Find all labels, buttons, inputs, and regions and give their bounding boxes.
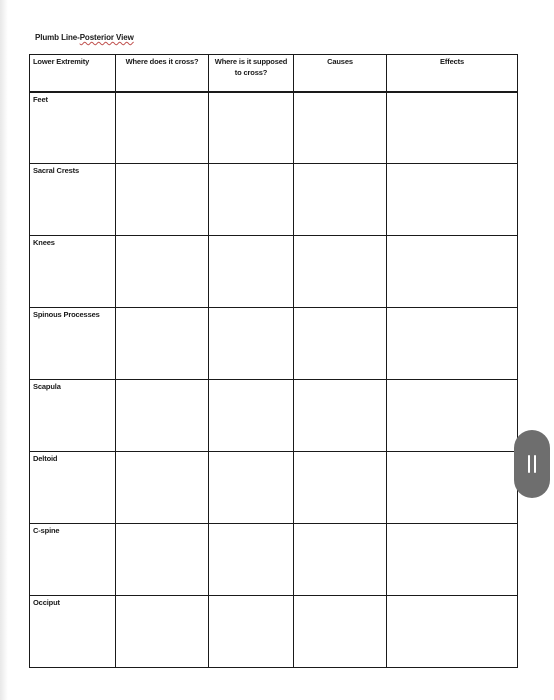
table-row bbox=[30, 164, 518, 236]
row-label-occiput: Occiput bbox=[30, 596, 116, 668]
cell-causes[interactable] bbox=[294, 596, 387, 668]
row-label-scapula: Scapula bbox=[30, 380, 116, 452]
row-label-knees: Knees bbox=[30, 236, 116, 308]
cell-where-cross[interactable] bbox=[116, 164, 209, 236]
document-title bbox=[35, 33, 134, 42]
table-row bbox=[30, 524, 518, 596]
cell-supposed-cross[interactable] bbox=[209, 236, 294, 308]
cell-supposed-cross[interactable] bbox=[209, 380, 294, 452]
table-row bbox=[30, 380, 518, 452]
row-label-feet: Feet bbox=[30, 92, 116, 164]
header-where-supposed-to-cross: Where is it supposed to cross? bbox=[209, 55, 294, 92]
cell-effects[interactable] bbox=[387, 596, 518, 668]
document-title-underlined: Posterior View bbox=[79, 33, 134, 42]
cell-where-cross[interactable] bbox=[116, 596, 209, 668]
cell-effects[interactable] bbox=[387, 308, 518, 380]
cell-causes[interactable] bbox=[294, 308, 387, 380]
cell-causes[interactable] bbox=[294, 452, 387, 524]
cell-causes[interactable] bbox=[294, 164, 387, 236]
cell-effects[interactable] bbox=[387, 92, 518, 164]
cell-supposed-cross[interactable] bbox=[209, 596, 294, 668]
cell-supposed-cross[interactable] bbox=[209, 452, 294, 524]
cell-effects[interactable] bbox=[387, 164, 518, 236]
cell-where-cross[interactable] bbox=[116, 380, 209, 452]
cell-where-cross[interactable] bbox=[116, 524, 209, 596]
cell-supposed-cross[interactable] bbox=[209, 164, 294, 236]
cell-where-cross[interactable] bbox=[116, 236, 209, 308]
cell-causes[interactable] bbox=[294, 92, 387, 164]
cell-supposed-cross[interactable] bbox=[209, 308, 294, 380]
table-row bbox=[30, 92, 518, 164]
table-row bbox=[30, 596, 518, 668]
drag-handle-icon bbox=[528, 455, 536, 473]
document-title-prefix: Plumb Line- bbox=[35, 33, 80, 42]
header-effects: Effects bbox=[387, 55, 518, 92]
cell-effects[interactable] bbox=[387, 236, 518, 308]
cell-where-cross[interactable] bbox=[116, 308, 209, 380]
cell-supposed-cross[interactable] bbox=[209, 524, 294, 596]
row-label-sacral-crests: Sacral Crests bbox=[30, 164, 116, 236]
cell-causes[interactable] bbox=[294, 524, 387, 596]
cell-effects[interactable] bbox=[387, 452, 518, 524]
scroll-handle-button[interactable] bbox=[514, 430, 550, 498]
cell-where-cross[interactable] bbox=[116, 452, 209, 524]
page-edge bbox=[0, 0, 8, 700]
cell-effects[interactable] bbox=[387, 380, 518, 452]
cell-effects[interactable] bbox=[387, 524, 518, 596]
worksheet-table bbox=[29, 54, 518, 668]
cell-causes[interactable] bbox=[294, 236, 387, 308]
cell-causes[interactable] bbox=[294, 380, 387, 452]
table-header-row bbox=[30, 55, 518, 92]
row-label-spinous-processes: Spinous Processes bbox=[30, 308, 116, 380]
cell-where-cross[interactable] bbox=[116, 92, 209, 164]
cell-supposed-cross[interactable] bbox=[209, 92, 294, 164]
header-lower-extremity: Lower Extremity bbox=[30, 55, 116, 92]
header-causes: Causes bbox=[294, 55, 387, 92]
table-row bbox=[30, 452, 518, 524]
row-label-deltoid: Deltoid bbox=[30, 452, 116, 524]
table-row bbox=[30, 236, 518, 308]
row-label-c-spine: C-spine bbox=[30, 524, 116, 596]
table-row bbox=[30, 308, 518, 380]
header-where-does-it-cross: Where does it cross? bbox=[116, 55, 209, 92]
